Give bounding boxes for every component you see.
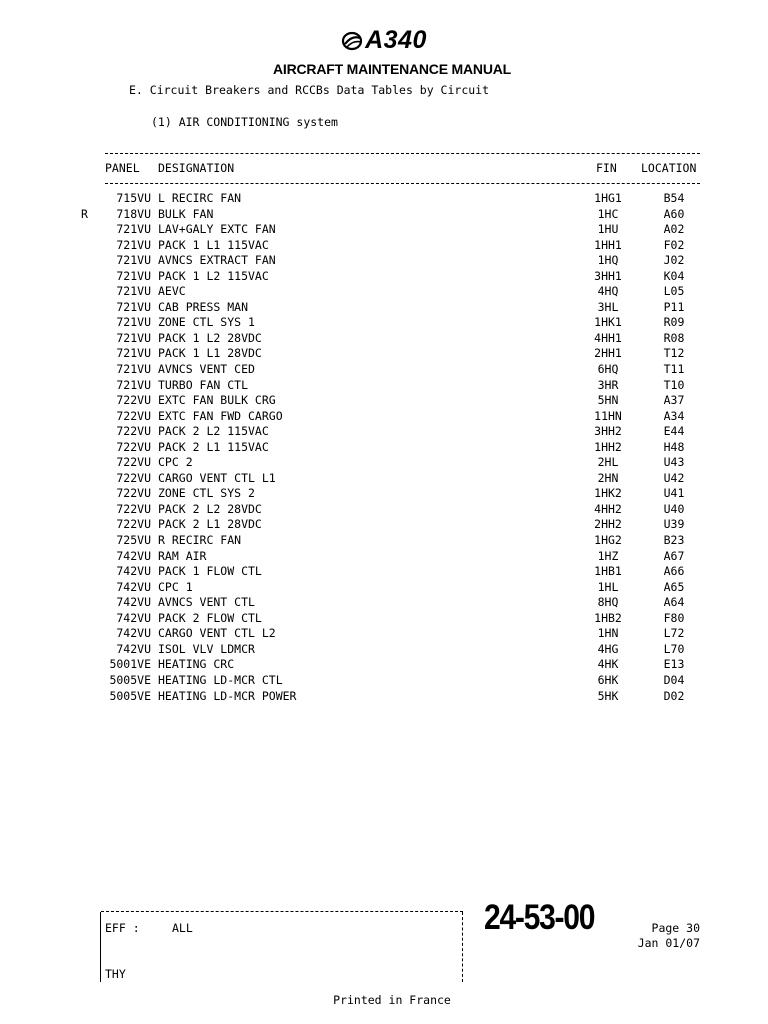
- table-row: [0, 626, 768, 642]
- revision-marker: R: [81, 206, 88, 221]
- panel-cell: 721VU: [116, 268, 151, 283]
- designation-cell: BULK FAN: [158, 206, 214, 221]
- panel-cell: 721VU: [116, 362, 151, 377]
- fin-cell: 1HH2: [594, 439, 622, 454]
- designation-cell: CARGO VENT CTL L2: [158, 626, 276, 641]
- panel-cell: 5005VE: [109, 688, 151, 703]
- location-cell: U41: [663, 486, 685, 501]
- designation-cell: ISOL VLV LDMCR: [158, 641, 255, 656]
- fin-cell: 3HH2: [594, 424, 622, 439]
- table-row: [0, 284, 768, 300]
- location-cell: K04: [663, 268, 685, 283]
- table-row: [0, 580, 768, 596]
- panel-cell: 721VU: [116, 346, 151, 361]
- panel-cell: 722VU: [116, 517, 151, 532]
- panel-cell: 742VU: [116, 610, 151, 625]
- location-cell: L05: [663, 284, 685, 299]
- location-cell: U43: [663, 455, 685, 470]
- table-row: [0, 300, 768, 316]
- panel-cell: 742VU: [116, 564, 151, 579]
- table-row: [0, 673, 768, 689]
- location-cell: E13: [663, 657, 685, 672]
- fin-cell: 1HG1: [594, 191, 622, 205]
- fin-cell: 2HH2: [594, 517, 622, 532]
- aircraft-model: A340: [365, 26, 427, 54]
- designation-cell: AVNCS EXTRACT FAN: [158, 253, 276, 268]
- panel-cell: 718VU: [116, 206, 151, 221]
- table-row: [0, 331, 768, 347]
- printed-note: Printed in France: [333, 993, 451, 1007]
- fin-cell: 1HN: [597, 626, 619, 641]
- fin-cell: 3HH1: [594, 268, 622, 283]
- fin-cell: 2HN: [597, 470, 619, 485]
- designation-cell: PACK 2 L1 28VDC: [158, 517, 262, 532]
- panel-cell: 721VU: [116, 315, 151, 330]
- designation-cell: PACK 2 L1 115VAC: [158, 439, 269, 454]
- fin-cell: 8HQ: [597, 595, 619, 610]
- location-cell: A67: [663, 548, 685, 563]
- fin-cell: 1HK1: [594, 315, 622, 330]
- table-row: [0, 315, 768, 331]
- designation-cell: AVNCS VENT CTL: [158, 595, 255, 610]
- designation-cell: TURBO FAN CTL: [158, 377, 249, 392]
- fin-cell: 1HU: [597, 222, 619, 237]
- panel-cell: 722VU: [116, 486, 151, 501]
- aircraft-logo: [0, 26, 768, 55]
- table-row: [0, 238, 768, 254]
- table-row: [0, 611, 768, 627]
- fin-cell: 1HC: [597, 206, 619, 221]
- designation-cell: PACK 2 L2 28VDC: [158, 501, 262, 516]
- circuit-breaker-table: [0, 191, 768, 704]
- panel-cell: 721VU: [116, 253, 151, 268]
- effectivity-box: [101, 911, 463, 982]
- table-row: [0, 564, 768, 580]
- designation-cell: AEVC: [158, 284, 186, 299]
- subsection-heading: (1) AIR CONDITIONING system: [151, 115, 338, 129]
- fin-cell: 4HH2: [594, 501, 622, 516]
- table-row: [0, 409, 768, 425]
- location-cell: J02: [663, 253, 685, 268]
- column-header-fin: FIN: [596, 161, 617, 175]
- location-cell: R08: [663, 330, 685, 345]
- fin-cell: 1HK2: [594, 486, 622, 501]
- panel-cell: 5001VE: [109, 657, 151, 672]
- designation-cell: PACK 1 FLOW CTL: [158, 564, 262, 579]
- designation-cell: HEATING CRC: [158, 657, 235, 672]
- airbus-logo-icon: [341, 31, 363, 51]
- designation-cell: HEATING LD-MCR CTL: [158, 672, 283, 687]
- location-cell: B54: [663, 191, 685, 205]
- table-row: [0, 549, 768, 565]
- designation-cell: LAV+GALY EXTC FAN: [158, 222, 276, 237]
- location-cell: A37: [663, 393, 685, 408]
- table-row: [0, 362, 768, 378]
- designation-cell: PACK 1 L1 28VDC: [158, 346, 262, 361]
- panel-cell: 722VU: [116, 393, 151, 408]
- panel-cell: 721VU: [116, 330, 151, 345]
- location-cell: P11: [663, 299, 685, 314]
- table-row: [0, 253, 768, 269]
- chapter-number: 24-53-00: [484, 898, 595, 937]
- effectivity-label: EFF :: [105, 921, 140, 935]
- location-cell: L70: [663, 641, 685, 656]
- designation-cell: CAB PRESS MAN: [158, 299, 249, 314]
- panel-cell: 722VU: [116, 470, 151, 485]
- panel-cell: 722VU: [116, 439, 151, 454]
- table-row: [0, 269, 768, 285]
- designation-cell: PACK 1 L2 115VAC: [158, 268, 269, 283]
- customer-code: THY: [105, 967, 126, 981]
- table-row: [0, 486, 768, 502]
- table-row: [0, 689, 768, 705]
- location-cell: E44: [663, 424, 685, 439]
- column-header-panel: PANEL: [105, 161, 140, 175]
- fin-cell: 3HL: [597, 299, 619, 314]
- location-cell: F80: [663, 610, 685, 625]
- panel-cell: 721VU: [116, 284, 151, 299]
- location-cell: U40: [663, 501, 685, 516]
- fin-cell: 1HB1: [594, 564, 622, 579]
- table-header-rule: [105, 183, 700, 184]
- designation-cell: PACK 1 L2 28VDC: [158, 330, 262, 345]
- panel-cell: 722VU: [116, 408, 151, 423]
- location-cell: T10: [663, 377, 685, 392]
- location-cell: D04: [663, 672, 685, 687]
- fin-cell: 1HZ: [597, 548, 619, 563]
- table-row: [0, 393, 768, 409]
- designation-cell: PACK 1 L1 115VAC: [158, 237, 269, 252]
- table-row: [0, 222, 768, 238]
- designation-cell: AVNCS VENT CED: [158, 362, 255, 377]
- location-cell: U39: [663, 517, 685, 532]
- designation-cell: RAM AIR: [158, 548, 207, 563]
- designation-cell: R RECIRC FAN: [158, 533, 242, 548]
- revision-date: Jan 01/07: [637, 936, 700, 950]
- fin-cell: 6HK: [597, 672, 619, 687]
- panel-cell: 721VU: [116, 222, 151, 237]
- location-cell: F02: [663, 237, 685, 252]
- table-row: [0, 533, 768, 549]
- designation-cell: EXTC FAN BULK CRG: [158, 393, 276, 408]
- fin-cell: 2HH1: [594, 346, 622, 361]
- designation-cell: HEATING LD-MCR POWER: [158, 688, 297, 703]
- location-cell: A64: [663, 595, 685, 610]
- fin-cell: 3HR: [597, 377, 619, 392]
- panel-cell: 742VU: [116, 579, 151, 594]
- panel-cell: 742VU: [116, 548, 151, 563]
- fin-cell: 4HK: [597, 657, 619, 672]
- location-cell: T11: [663, 362, 685, 377]
- panel-cell: 5005VE: [109, 672, 151, 687]
- location-cell: A60: [663, 206, 685, 221]
- location-cell: A34: [663, 408, 685, 423]
- table-row: [0, 424, 768, 440]
- fin-cell: 2HL: [597, 455, 619, 470]
- location-cell: D02: [663, 688, 685, 703]
- panel-cell: 721VU: [116, 299, 151, 314]
- location-cell: A66: [663, 564, 685, 579]
- section-heading: E. Circuit Breakers and RCCBs Data Tables by Circuit: [129, 83, 490, 97]
- table-row: [0, 642, 768, 658]
- table-row: [0, 207, 768, 223]
- effectivity-value: ALL: [172, 921, 193, 935]
- location-cell: A02: [663, 222, 685, 237]
- location-cell: L72: [663, 626, 685, 641]
- location-cell: U42: [663, 470, 685, 485]
- designation-cell: L RECIRC FAN: [158, 191, 242, 205]
- panel-cell: 721VU: [116, 377, 151, 392]
- fin-cell: 1HL: [597, 579, 619, 594]
- location-cell: B23: [663, 533, 685, 548]
- manual-title: AIRCRAFT MAINTENANCE MANUAL: [272, 61, 512, 77]
- fin-cell: 1HQ: [597, 253, 619, 268]
- table-row: [0, 517, 768, 533]
- designation-cell: CPC 2: [158, 455, 193, 470]
- table-row: [0, 471, 768, 487]
- table-row: [0, 657, 768, 673]
- panel-cell: 722VU: [116, 501, 151, 516]
- panel-cell: 722VU: [116, 424, 151, 439]
- designation-cell: EXTC FAN FWD CARGO: [158, 408, 283, 423]
- fin-cell: 4HQ: [597, 284, 619, 299]
- location-cell: R09: [663, 315, 685, 330]
- fin-cell: 4HG: [597, 641, 619, 656]
- fin-cell: 1HB2: [594, 610, 622, 625]
- fin-cell: 11HN: [594, 408, 622, 423]
- panel-cell: 715VU: [116, 191, 151, 205]
- panel-cell: 742VU: [116, 641, 151, 656]
- panel-cell: 742VU: [116, 595, 151, 610]
- fin-cell: 1HG2: [594, 533, 622, 548]
- fin-cell: 5HK: [597, 688, 619, 703]
- table-row: [0, 455, 768, 471]
- table-top-rule: [105, 153, 700, 154]
- panel-cell: 721VU: [116, 237, 151, 252]
- fin-cell: 6HQ: [597, 362, 619, 377]
- panel-cell: 722VU: [116, 455, 151, 470]
- table-row: [0, 191, 768, 207]
- table-row: [0, 502, 768, 518]
- fin-cell: 4HH1: [594, 330, 622, 345]
- designation-cell: CPC 1: [158, 579, 193, 594]
- designation-cell: PACK 2 L2 115VAC: [158, 424, 269, 439]
- table-row: [0, 595, 768, 611]
- designation-cell: ZONE CTL SYS 1: [158, 315, 255, 330]
- location-cell: T12: [663, 346, 685, 361]
- table-row: [0, 440, 768, 456]
- page-number: Page 30: [651, 921, 700, 935]
- designation-cell: CARGO VENT CTL L1: [158, 470, 276, 485]
- table-row: [0, 346, 768, 362]
- column-header-location: LOCATION: [641, 161, 697, 175]
- fin-cell: 5HN: [597, 393, 619, 408]
- fin-cell: 1HH1: [594, 237, 622, 252]
- panel-cell: 725VU: [116, 533, 151, 548]
- designation-cell: ZONE CTL SYS 2: [158, 486, 255, 501]
- column-header-designation: DESIGNATION: [158, 161, 235, 175]
- location-cell: H48: [663, 439, 685, 454]
- designation-cell: PACK 2 FLOW CTL: [158, 610, 262, 625]
- panel-cell: 742VU: [116, 626, 151, 641]
- table-row: [0, 378, 768, 394]
- location-cell: A65: [663, 579, 685, 594]
